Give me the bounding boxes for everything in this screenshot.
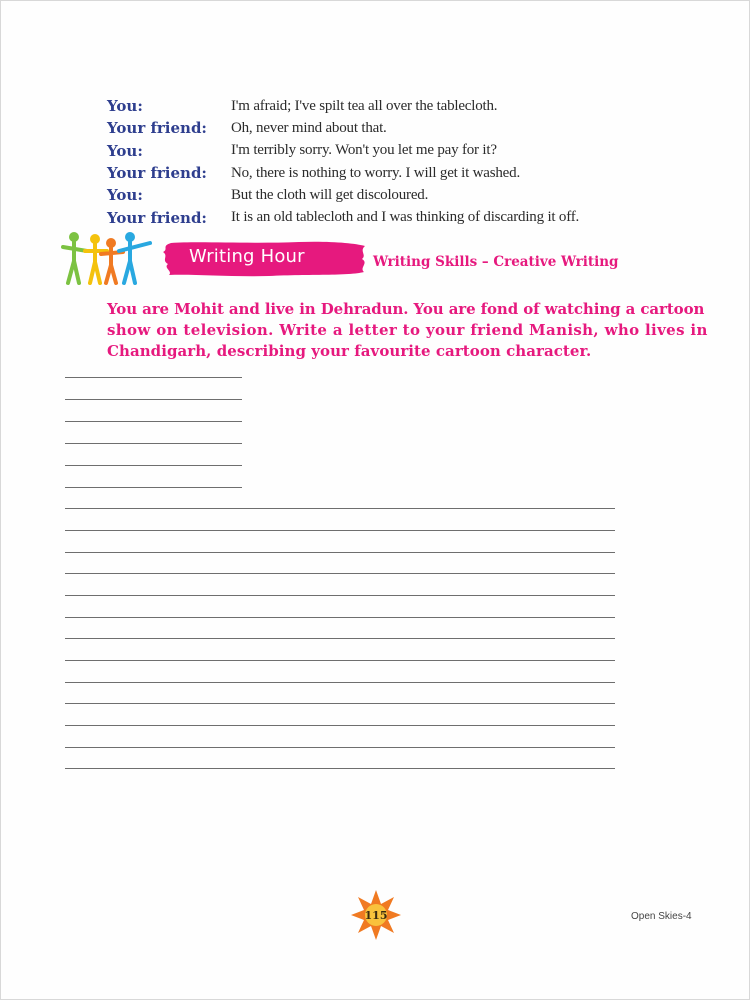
- letter-writing-line[interactable]: [65, 682, 615, 683]
- address-writing-line[interactable]: [65, 443, 242, 444]
- dialogue-row: [107, 140, 707, 162]
- dialogue-row: [107, 184, 707, 206]
- letter-writing-line[interactable]: [65, 768, 615, 769]
- letter-writing-line[interactable]: [65, 638, 615, 639]
- dialogue-line: No, there is nothing to worry. I will get it washed.: [231, 164, 520, 181]
- letter-writing-line[interactable]: [65, 552, 615, 553]
- dialogue-speaker: You:: [107, 186, 143, 205]
- letter-writing-line[interactable]: [65, 660, 615, 661]
- address-writing-line[interactable]: [65, 421, 242, 422]
- dialogue-speaker: Your friend:: [107, 119, 207, 138]
- letter-writing-line[interactable]: [65, 530, 615, 531]
- letter-writing-line[interactable]: [65, 595, 615, 596]
- dialogue-speaker: You:: [107, 97, 143, 116]
- dialogue-line: It is an old tablecloth and I was thinking of discarding it off.: [231, 209, 580, 226]
- page-number-star-icon: [350, 889, 402, 941]
- dialogue-speaker: You:: [107, 141, 143, 160]
- dialogue-row: [107, 117, 707, 139]
- letter-writing-line[interactable]: [65, 573, 615, 574]
- letter-writing-line[interactable]: [65, 747, 615, 748]
- address-writing-line[interactable]: [65, 377, 242, 378]
- letter-writing-line[interactable]: [65, 508, 615, 509]
- dialogue-line: But the cloth will get discoloured.: [231, 186, 429, 203]
- address-writing-line[interactable]: [65, 487, 242, 488]
- dialogue-row: [107, 95, 707, 117]
- task-instructions: [107, 299, 707, 362]
- address-writing-line[interactable]: [65, 399, 242, 400]
- dialogue-line: I'm afraid; I've spilt tea all over the tablecloth.: [231, 97, 498, 114]
- letter-writing-line[interactable]: [65, 703, 615, 704]
- children-figures-icon: [61, 229, 153, 285]
- dialogue-speaker: Your friend:: [107, 208, 207, 227]
- dialogue-row: [107, 206, 707, 228]
- task-line: Chandigarh, describing your favourite cartoon character.: [107, 342, 592, 360]
- dialogue-speaker: Your friend:: [107, 164, 207, 183]
- letter-writing-line[interactable]: [65, 617, 615, 618]
- book-title: Open Skies-4: [631, 911, 692, 922]
- section-skills-subtitle: Writing Skills – Creative Writing: [373, 254, 619, 270]
- address-writing-line[interactable]: [65, 465, 242, 466]
- page-number: 115: [364, 909, 388, 922]
- dialogue-row: [107, 162, 707, 184]
- task-line: You are Mohit and live in Dehradun. You are fond of watching a cartoon: [107, 300, 705, 318]
- letter-writing-line[interactable]: [65, 725, 615, 726]
- dialogue-line: Oh, never mind about that.: [231, 119, 387, 136]
- dialogue: [107, 95, 707, 229]
- dialogue-line: I'm terribly sorry. Won't you let me pay for it?: [231, 142, 497, 159]
- section-banner-title: Writing Hour: [189, 246, 305, 267]
- task-line: show on television. Write a letter to your friend Manish, who lives in: [107, 321, 708, 339]
